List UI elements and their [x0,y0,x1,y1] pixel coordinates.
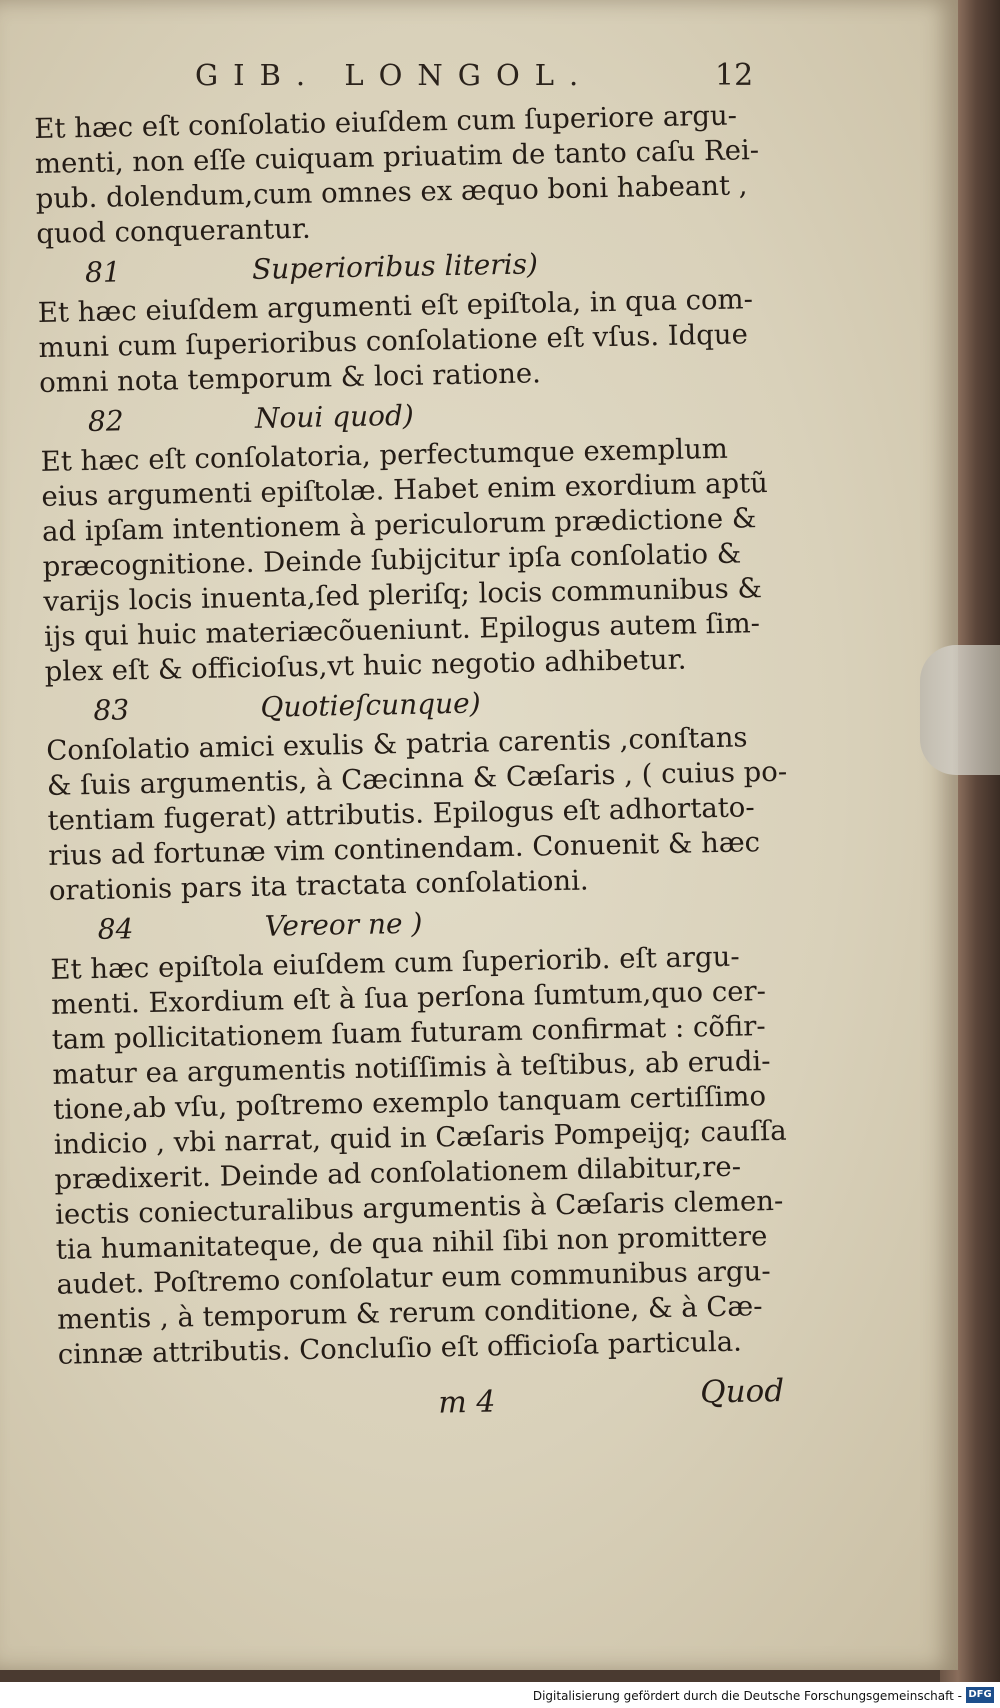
epistle-number: 83 [93,693,130,727]
text-line: Et hæc eſt conſolatoria, perfectumque exemplum [40,432,729,478]
body-text [34,97,818,1372]
text-line: indicio , vbi narrat, quid in Cæſaris Pompeijq; cauſſa [53,1114,787,1161]
text-line: ad ipſam intentionem à periculorum prædictione & [41,502,757,548]
dfg-logo-icon: DFG [966,1687,994,1703]
text-line: Et hæc eſt conſolatio eiuſdem cum ſuperiore argu- [34,99,738,145]
text-line: prædixerit. Deinde ad conſolationem dilabitur,re- [54,1150,742,1196]
text-line: tia humanitateque, de qua nihil ſibi non promittere [55,1220,768,1266]
text-line: eius argumenti epiſtolæ. Habet enim exordium aptũ [41,466,769,513]
text-line: cinnæ attributis. Concluſio eſt officioſa particula. [57,1325,743,1371]
epistle-number: 81 [84,255,122,290]
text-line: iectis coniecturalibus argumentis à Cæſaris clemen- [54,1184,784,1231]
page-clip [920,645,1000,775]
page-number: 12 [715,58,754,93]
running-title: GIB. LONGOL. [195,58,594,92]
credit-bar [0,1682,1000,1708]
text-line: menti. Exordium eſt à ſua perſona ſumtum,quo cer- [50,975,767,1021]
credit-text: Digitalisierung gefördert durch die Deutsche Forschungsgemeinschaft - [532,1689,962,1703]
epistle-number: 82 [87,404,124,439]
lemma-word: Vereor ne ) [264,906,423,943]
lemma-word: Superioribus literis) [251,247,539,286]
text-line: tentiam fugerat) attributis. Epilogus eſt adhortato- [47,791,755,837]
text-line: orationis pars ita tractata conſolationi. [48,864,589,907]
text-line: quod conquerantur. [36,212,311,250]
text-line: præcognitione. Deinde ſubijcitur ipſa conſolatio & [42,537,742,583]
text-line: matur ea argumentis notiſſimis à teſtibus, ab erudi- [52,1045,771,1091]
page-header [195,58,795,98]
lemma-word: Quotieſcunque) [260,686,481,724]
text-line: menti, non eſſe cuiquam priuatim de tanto caſu Rei- [34,134,760,180]
text-line: audet. Poſtremo conſolatur eum communibus argu- [56,1255,771,1301]
epistle-number: 84 [97,912,134,946]
text-line: tam pollicitationem ſuam futuram confirmat : cõfir- [51,1010,766,1056]
text-line: mentis , à temporum & rerum conditione, & à Cæ- [56,1290,763,1336]
text-line: Conſolatio amici exulis & patria carentis ,conſtans [45,721,748,767]
text-line: omni nota temporum & loci ratione. [38,357,542,399]
text-line: varijs locis inuenta,ſed pleriſq; locis communibus & [43,572,763,618]
text-line: & ſuis argumentis, à Cæcinna & Cæſaris , ( cuius po- [46,755,788,802]
text-line: Et hæc eiuſdem argumenti eſt epiſtola, in qua com- [37,283,754,329]
text-line: pub. dolendum,cum omnes ex æquo boni habeant , [35,169,748,215]
text-line: rius ad fortunæ vim continendam. Conuenit & hæc [47,826,761,872]
text-line: ijs qui huic materiæcõueniunt. Epilogus autem ſim- [43,607,761,653]
page-footer [0,1373,801,1438]
lemma-word: Noui quod) [254,398,415,435]
text-line: tione,ab vſu, poſtremo exemplo tanquam certiſſimo [52,1080,767,1126]
text-line: Et hæc epiſtola eiuſdem cum ſuperiorib. eſt argu- [50,940,740,986]
text-line: muni cum ſuperioribus conſolatione eſt vſus. Idque [38,318,749,364]
text-line: plex eſt & officioſus,vt huic negotio adhibetur. [44,643,687,688]
signature-mark: m 4 [438,1384,496,1421]
catchword: Quod [699,1372,785,1411]
